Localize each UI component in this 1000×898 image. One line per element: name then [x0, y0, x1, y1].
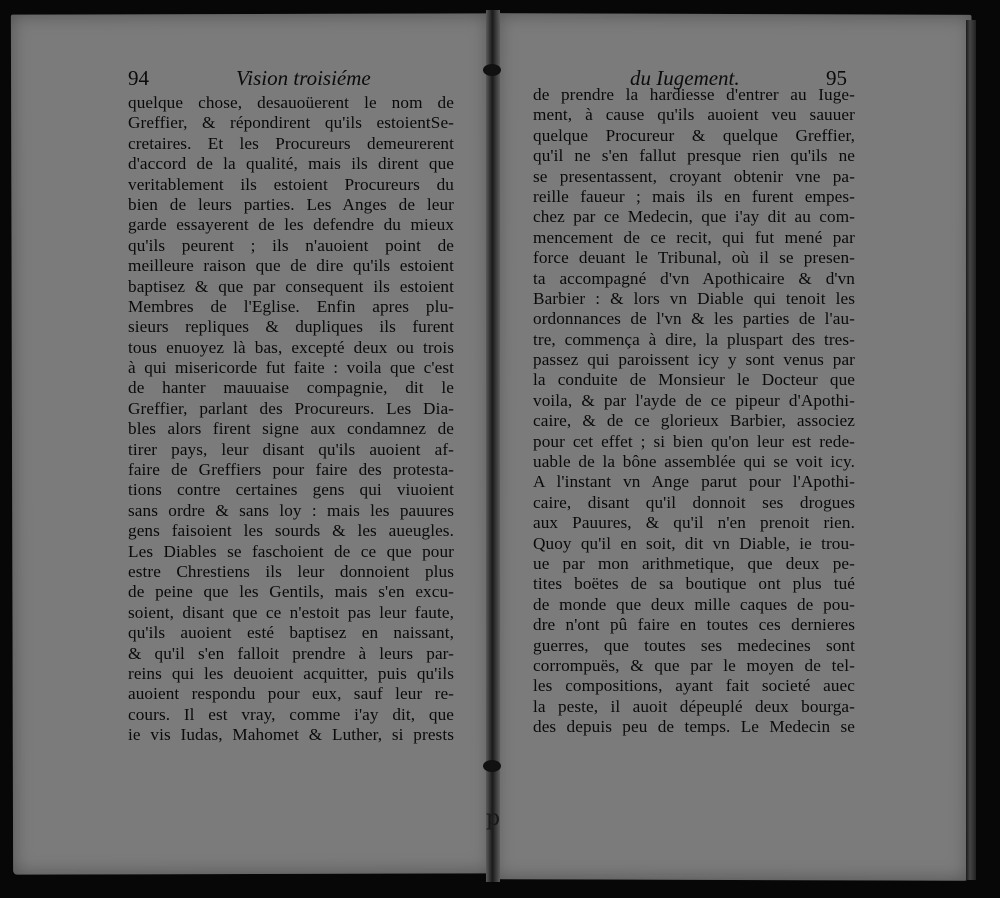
- text-line: & qu'il s'en falloit prendre à leurs par-: [128, 643, 454, 663]
- text-line: corrompuës, & que par le moyen de tel-: [533, 655, 855, 675]
- text-line: A l'instant vn Ange parut pour l'Apothi-: [533, 472, 855, 492]
- text-line: tites boëtes de sa boutique ont plus tué: [533, 574, 855, 594]
- text-line: tre, commença à dire, la pluspart des tres-: [533, 329, 855, 349]
- text-line: chez par ce Medecin, que i'ay dit au com-: [533, 207, 855, 227]
- text-line: mencement de ce recit, qui fut mené par: [533, 227, 855, 247]
- text-line: ment, à cause qu'ils auoient veu sauuer: [533, 105, 855, 125]
- text-line: veritablement ils estoient Procureurs du: [128, 174, 454, 194]
- text-line: meilleure raison que de dire qu'ils estoient: [128, 256, 454, 276]
- text-line: de peine que les Gentils, mais s'en excu-: [128, 582, 454, 602]
- text-line: qu'il ne s'en fallut presque rien qu'ils ne: [533, 146, 855, 166]
- text-line: tions contre certaines gens qui viuoient: [128, 480, 454, 500]
- text-line: caire, disant qu'il donnoit ses drogues: [533, 492, 855, 512]
- text-line: baptisez & que par consequent ils estoient: [128, 276, 454, 296]
- text-line: la peste, il auoit dépeuplé deux bourga-: [533, 696, 855, 716]
- text-line: tous enuoyez là bas, excepté deux ou trois: [128, 337, 454, 357]
- text-line: uable de la bône assemblée qui se voit icy.: [533, 452, 855, 472]
- text-line: garde essayerent de les defendre du mieux: [128, 215, 454, 235]
- text-line: dre n'ont pû faire en toutes ces dernieres: [533, 615, 855, 635]
- text-line: reins qui les deuoient acquitter, puis qu'ils: [128, 663, 454, 683]
- left-running-head: Vision troisiéme: [236, 66, 371, 90]
- left-page-header: [128, 64, 468, 92]
- text-line: Greffier, parlant des Procureurs. Les Dia-: [128, 398, 454, 418]
- text-line: estre Chrestiens ils leur donnoient plus: [128, 561, 454, 581]
- text-line: bien de leurs parties. Les Anges de leur: [128, 194, 454, 214]
- text-line: Membres de l'Eglise. Enfin apres plu-: [128, 296, 454, 316]
- binding-thread-knot: [483, 760, 501, 772]
- text-line: voila, & par l'ayde de ce pipeur d'Apothi-: [533, 390, 855, 410]
- text-line: Greffier, & répondirent qu'ils estoientSe-: [128, 113, 454, 133]
- text-line: quelque chose, desauoüerent le nom de: [128, 93, 454, 112]
- left-page-text: [128, 93, 454, 746]
- text-line: ordonnances de l'vn & les parties de l'au-: [533, 309, 855, 329]
- text-line: force deuant le Tribunal, où il se presen-: [533, 248, 855, 268]
- text-line: à qui misericorde fut faite : voila que c'est: [128, 358, 454, 378]
- text-line: d'accord de la qualité, mais ils dirent que: [128, 154, 454, 174]
- text-line: caire, & de ce glorieux Barbier, associez: [533, 411, 855, 431]
- text-line: la conduite de Monsieur le Docteur que: [533, 370, 855, 390]
- text-line: pour cet effet ; si bien qu'on leur est rede-: [533, 431, 855, 451]
- right-page-edge: [966, 20, 976, 880]
- text-line: reille faueur ; mais ils en furent empes-: [533, 186, 855, 206]
- text-line: Quoy qu'il en soit, dit vn Diable, ie trou-: [533, 533, 855, 553]
- text-line: cours. Il est vray, comme i'ay dit, que: [128, 704, 454, 724]
- text-line: passez qui paroissent icy y sont venus par: [533, 350, 855, 370]
- text-line: sans ordre & sans loy : mais les pauures: [128, 500, 454, 520]
- text-line: tirer pays, leur disant qu'ils auoient af-: [128, 439, 454, 459]
- binding-thread-knot: [483, 64, 501, 76]
- text-line: bles alors firent signe aux condamnez de: [128, 419, 454, 439]
- right-page-number: 95: [826, 66, 847, 90]
- text-line: qu'ils auoient esté baptisez en naissant,: [128, 623, 454, 643]
- text-line: des depuis peu de temps. Le Medecin se: [533, 717, 855, 737]
- text-line: quelque Procureur & quelque Greffier,: [533, 125, 855, 145]
- text-line: soient, disant que ce n'estoit pas leur faute,: [128, 602, 454, 622]
- text-line: qu'ils peurent ; ils n'auoient point de: [128, 235, 454, 255]
- text-line: ue par mon arithmetique, que deux pe-: [533, 553, 855, 573]
- text-line: guerres, que toutes ses medecines sont: [533, 635, 855, 655]
- text-line: ie vis Iudas, Mahomet & Luther, si prests: [128, 725, 454, 745]
- text-line: aux Pauures, & qu'il n'en prenoit rien.: [533, 513, 855, 533]
- text-line: se presentassent, croyant obtenir vne pa-: [533, 166, 855, 186]
- text-line: auoient respondu pour eux, sauf leur re-: [128, 684, 454, 704]
- text-line: de monde que deux mille caques de pou-: [533, 594, 855, 614]
- text-line: les compositions, ayant fait societé auec: [533, 676, 855, 696]
- text-line: Les Diables se faschoient de ce que pour: [128, 541, 454, 561]
- text-line: sieurs repliques & dupliques ils furent: [128, 317, 454, 337]
- right-running-head: du Iugement.: [630, 66, 740, 90]
- text-line: ta accompagné d'vn Apothicaire & d'vn: [533, 268, 855, 288]
- text-line: de prendre la hardiesse d'entrer au Iuge-: [533, 85, 855, 104]
- right-page-text: [533, 85, 855, 738]
- book-gutter: [486, 10, 500, 882]
- text-line: Barbier : & lors vn Diable qui tenoit les: [533, 288, 855, 308]
- text-line: cretaires. Et les Procureurs demeurerent: [128, 133, 454, 153]
- left-page-number: 94: [128, 66, 149, 90]
- text-line: faire de Greffiers pour faire des protesta-: [128, 460, 454, 480]
- text-line: de hanter mauuaise compagnie, dit le: [128, 378, 454, 398]
- text-line: gens faisoient les sourds & les aueugles.: [128, 521, 454, 541]
- signature-mark: p: [486, 806, 501, 831]
